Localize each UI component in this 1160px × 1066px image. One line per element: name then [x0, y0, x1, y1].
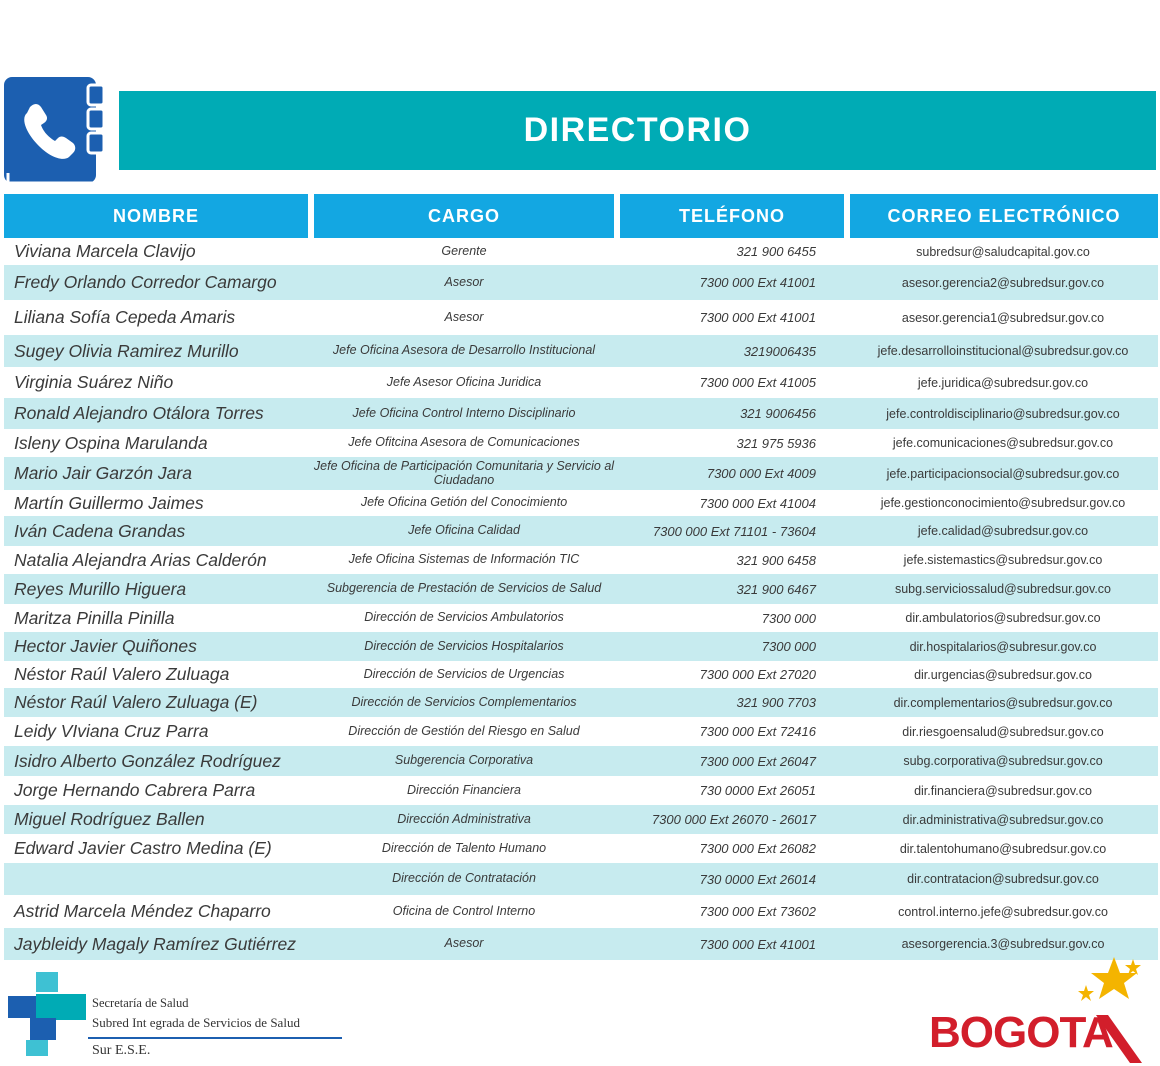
- table-row: [4, 895, 1158, 928]
- email-address: subg.corporativa@subredsur.gov.co: [903, 754, 1103, 768]
- phone-number: 7300 000: [761, 610, 816, 626]
- table-header: [4, 194, 1158, 238]
- phone-number: 7300 000 Ext 26047: [699, 753, 816, 769]
- job-title: Jefe Oficina Calidad: [408, 523, 520, 538]
- phone-number: 730 0000 Ext 26051: [699, 783, 816, 798]
- phone-number: 7300 000 Ext 41001: [699, 936, 816, 952]
- table-row: [4, 457, 1158, 490]
- phone-number: 7300 000 Ext 26082: [699, 841, 816, 856]
- phone-number: 321 9006456: [740, 406, 816, 421]
- email-address: control.interno.jefe@subredsur.gov.co: [898, 904, 1108, 919]
- job-title: Jefe Oficina Getión del Conocimiento: [360, 495, 568, 510]
- table-row: [4, 776, 1158, 805]
- phone-number: 7300 000: [761, 639, 816, 654]
- email-address: jefe.sistemastics@subredsur.gov.co: [903, 553, 1103, 567]
- job-title: Jefe Oficina Sistemas de Información TIC: [348, 552, 580, 567]
- email-address: asesor.gerencia1@subredsur.gov.co: [901, 310, 1105, 325]
- email-address: dir.administrativa@subredsur.gov.co: [902, 812, 1104, 827]
- email-address: jefe.comunicaciones@subredsur.gov.co: [892, 436, 1114, 450]
- job-title: Dirección de Talento Humano: [381, 840, 547, 855]
- email-address: dir.hospitalarios@subresur.gov.co: [909, 639, 1097, 654]
- phone-number: 321 900 7703: [736, 695, 816, 710]
- phone-number: 7300 000 Ext 26070 - 26017: [651, 812, 816, 827]
- table-row: [4, 604, 1158, 632]
- person-name: [14, 863, 312, 895]
- person-name: Ronald Alejandro Otálora Torres: [14, 403, 264, 423]
- table-row: [4, 574, 1158, 604]
- person-name: Liliana Sofía Cepeda Amaris: [14, 307, 236, 327]
- job-title: Jefe Ofitcina Asesora de Comunicaciones: [348, 435, 580, 450]
- job-title: Jefe Asesor Oficina Juridica: [386, 374, 542, 389]
- org-name-line2: Subred Int egrada de Servicios de Salud: [92, 1015, 300, 1030]
- table-row: [4, 398, 1158, 429]
- person-name: Iván Cadena Grandas: [14, 520, 186, 541]
- person-name: Martín Guillermo Jaimes: [14, 492, 204, 513]
- table-row: [4, 546, 1158, 574]
- email-address: dir.contratacion@subredsur.gov.co: [907, 872, 1099, 886]
- person-name: Néstor Raúl Valero Zuluaga: [14, 664, 230, 684]
- column-header-nombre: NOMBRE: [4, 194, 308, 238]
- phone-number: 7300 000 Ext 72416: [699, 724, 816, 739]
- job-title: Gerente: [441, 243, 487, 258]
- phone-number: 7300 000 Ext 71101 - 73604: [652, 523, 816, 539]
- table-row: [4, 661, 1158, 688]
- email-address: dir.financiera@subredsur.gov.co: [914, 783, 1092, 798]
- table-row: [4, 746, 1158, 776]
- person-name: Miguel Rodríguez Ballen: [14, 809, 205, 829]
- person-name: Virginia Suárez Niño: [14, 372, 174, 392]
- email-address: dir.complementarios@subredsur.gov.co: [893, 695, 1113, 710]
- phone-number: 7300 000 Ext 73602: [699, 904, 816, 919]
- org-name-line3: Sur E.S.E.: [92, 1043, 151, 1058]
- job-title: Dirección de Gestión del Riesgo en Salud: [348, 723, 580, 738]
- email-address: jefe.desarrolloinstitucional@subredsur.gov.co: [877, 344, 1129, 358]
- phone-number: 321 900 6458: [736, 552, 816, 568]
- phone-number: 3219006435: [743, 343, 816, 359]
- table-row: [4, 300, 1158, 335]
- person-name: Leidy VIviana Cruz Parra: [14, 721, 209, 741]
- job-title: Asesor: [444, 309, 484, 324]
- phone-number: 321 975 5936: [736, 435, 816, 451]
- table-row: [4, 490, 1158, 516]
- email-address: dir.riesgoensalud@subredsur.gov.co: [902, 724, 1104, 739]
- phone-number: 7300 000 Ext 41001: [699, 275, 816, 290]
- email-address: dir.ambulatorios@subredsur.gov.co: [905, 611, 1101, 625]
- job-title: Jefe Oficina Control Interno Disciplinario: [352, 405, 576, 420]
- job-title: Subgerencia Corporativa: [394, 753, 534, 768]
- email-address: dir.urgencias@subredsur.gov.co: [914, 667, 1092, 682]
- phone-number: 321 900 6467: [736, 581, 816, 597]
- person-name: Néstor Raúl Valero Zuluaga (E): [14, 692, 258, 712]
- job-title: Jefe Oficina de Participación Comunitaria y Servicio al Ciudadano: [313, 458, 615, 487]
- person-name: Viviana Marcela Clavijo: [14, 241, 196, 261]
- job-title: Dirección Financiera: [407, 782, 521, 797]
- phone-number: 7300 000 Ext 27020: [699, 667, 816, 682]
- table-row: [4, 805, 1158, 834]
- email-address: jefe.calidad@subredsur.gov.co: [917, 524, 1089, 538]
- job-title: Dirección Administrativa: [397, 811, 531, 826]
- phone-number: 7300 000 Ext 41004: [699, 495, 816, 511]
- email-address: subredsur@saludcapital.gov.co: [916, 244, 1090, 259]
- person-name: Isidro Alberto González Rodríguez: [14, 750, 281, 771]
- person-name: Mario Jair Garzón Jara: [14, 463, 192, 483]
- table-row: [4, 238, 1158, 265]
- phone-number: 7300 000 Ext 4009: [706, 466, 816, 481]
- person-name: Sugey Olivia Ramirez Murillo: [14, 340, 239, 361]
- phone-number: 730 0000 Ext 26014: [699, 871, 816, 887]
- table-row: [4, 863, 1158, 895]
- job-title: Asesor: [444, 936, 484, 951]
- person-name: Fredy Orlando Corredor Camargo: [14, 272, 277, 292]
- org-divider: [88, 1037, 342, 1039]
- column-header-cargo: CARGO: [314, 194, 614, 238]
- person-name: Natalia Alejandra Arias Calderón: [14, 549, 267, 570]
- job-title: Jefe Oficina Asesora de Desarrollo Institucional: [332, 343, 596, 358]
- table-row: [4, 834, 1158, 863]
- table-row: [4, 632, 1158, 661]
- email-address: dir.talentohumano@subredsur.gov.co: [899, 841, 1107, 856]
- job-title: Subgerencia de Prestación de Servicios de Salud: [326, 581, 602, 596]
- table-row: [4, 688, 1158, 717]
- person-name: Reyes Murillo Higuera: [14, 578, 187, 599]
- email-address: asesorgerencia.3@subredsur.gov.co: [901, 937, 1105, 951]
- column-header-correo: CORREO ELECTRÓNICO: [850, 194, 1158, 238]
- job-title: Dirección de Servicios Hospitalarios: [364, 638, 564, 653]
- job-title: Dirección de Servicios Complementarios: [351, 694, 577, 709]
- person-name: Isleny Ospina Marulanda: [14, 432, 208, 453]
- email-address: jefe.gestionconocimiento@subredsur.gov.co: [880, 496, 1126, 510]
- table-row: [4, 265, 1158, 300]
- email-address: jefe.controldisciplinario@subredsur.gov.co: [886, 406, 1120, 421]
- person-name: Hector Javier Quiñones: [14, 636, 197, 656]
- person-name: Edward Javier Castro Medina (E): [14, 838, 272, 858]
- job-title: Dirección de Servicios Ambulatorios: [364, 610, 564, 625]
- person-name: Astrid Marcela Méndez Chaparro: [14, 901, 271, 921]
- phone-number: 7300 000 Ext 41005: [699, 375, 816, 390]
- job-title: Oficina de Control Interno: [392, 903, 536, 918]
- phone-number: 7300 000 Ext 41001: [699, 310, 816, 325]
- email-address: asesor.gerencia2@subredsur.gov.co: [901, 275, 1105, 290]
- table-row: [4, 516, 1158, 546]
- page-title: DIRECTORIO: [119, 91, 1156, 170]
- job-title: Dirección de Servicios de Urgencias: [363, 666, 565, 681]
- person-name: Jorge Hernando Cabrera Parra: [14, 780, 256, 800]
- email-address: jefe.participacionsocial@subredsur.gov.co: [886, 466, 1120, 481]
- bogota-wordmark: BOGOTA: [929, 1008, 1113, 1057]
- person-name: Jaybleidy Magaly Ramírez Gutiérrez: [14, 933, 297, 954]
- phone-book-icon: [2, 73, 110, 187]
- phone-number: 321 900 6455: [736, 244, 816, 259]
- column-header-telefono: TELÉFONO: [620, 194, 844, 238]
- job-title: Dirección de Contratación: [392, 871, 536, 886]
- table-row: [4, 717, 1158, 746]
- table-row: [4, 335, 1158, 367]
- person-name: Maritza Pinilla Pinilla: [14, 607, 175, 628]
- email-address: subg.serviciossalud@subredsur.gov.co: [894, 582, 1112, 596]
- email-address: jefe.juridica@subredsur.gov.co: [917, 375, 1089, 390]
- table-row: [4, 367, 1158, 398]
- job-title: Asesor: [444, 274, 484, 289]
- table-row: [4, 429, 1158, 457]
- org-name-line1: Secretaría de Salud: [92, 996, 189, 1010]
